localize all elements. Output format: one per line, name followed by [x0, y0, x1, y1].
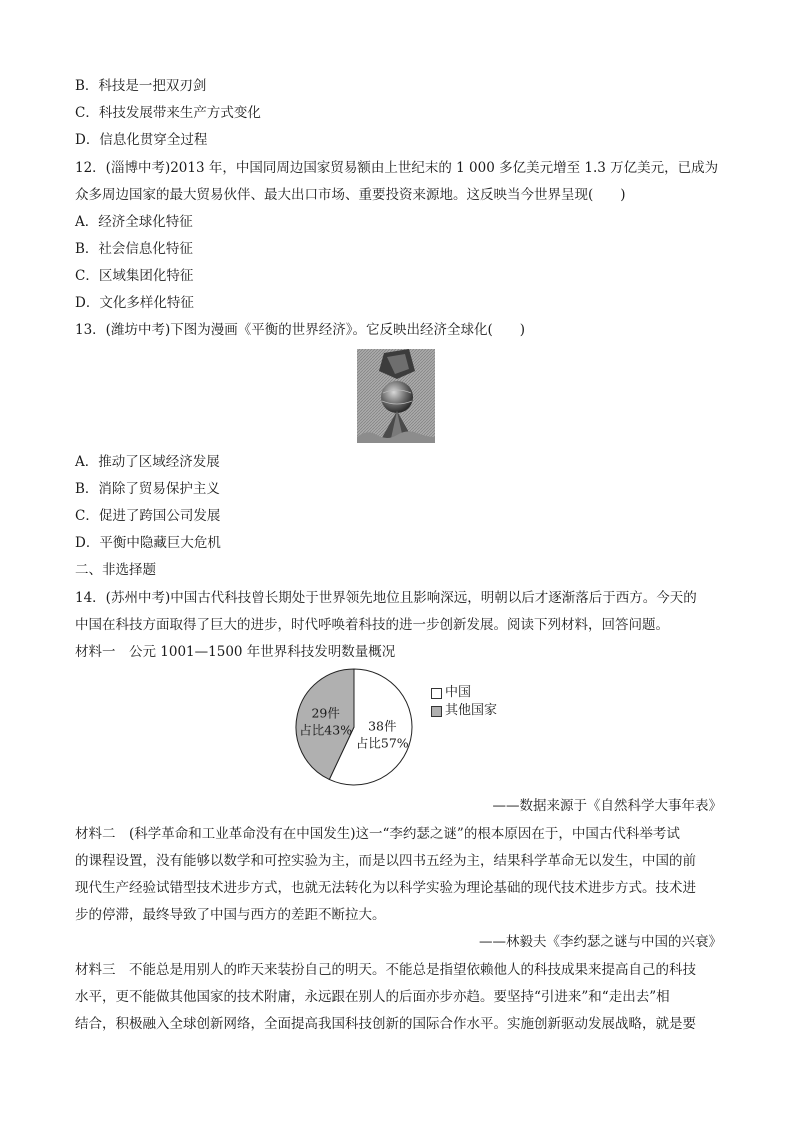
q13-stem: 13．(潍坊中考)下图为漫画《平衡的世界经济》。它反映出经济全球化( )	[75, 322, 525, 338]
material-3-line2: 水平，更不能做其他国家的技术附庸，永远跟在别人的后面亦步亦趋。要坚持“引进来”和“走出去”相	[75, 989, 670, 1005]
q12-option-d: D．文化多样化特征	[75, 295, 194, 311]
material-2-line4: 步的停滞，最终导致了中国与西方的差距不断拉大。	[75, 907, 386, 923]
pie-label-china-pct: 占比57%	[355, 735, 409, 751]
section-heading: 二、非选择题	[75, 562, 156, 578]
q14-stem-line2: 中国在科技方面取得了巨大的进步，时代呼唤着科技的进一步创新发展。阅读下列材料，回答问题。	[75, 617, 669, 633]
legend-swatch-china	[431, 688, 442, 699]
legend-item-china	[431, 684, 497, 702]
q11-option-b: B．科技是一把双刃剑	[75, 78, 207, 94]
material-2-line3: 现代生产经验试错型技术进步方式，也就无法转化为以科学实验为理论基础的现代技术进步方式。技术进	[75, 880, 696, 896]
q13-option-d: D．平衡中隐藏巨大危机	[75, 535, 221, 551]
q13-option-b: B．消除了贸易保护主义	[75, 481, 220, 497]
material-2-source: ——林毅夫《李约瑟之谜与中国的兴衰》	[479, 934, 722, 950]
balanced-world-economy-cartoon	[357, 349, 435, 443]
material-2-line2: 的课程设置，没有能够以数学和可控实验为主，而是以四书五经为主，结果科学革命无以发生，中国的前	[75, 853, 696, 869]
pie-label-others-count: 29件	[311, 705, 340, 721]
pie-legend	[431, 684, 497, 720]
pie-label-others-pct: 占比43%	[299, 722, 353, 738]
invention-pie-chart	[295, 668, 413, 786]
q11-option-c: C．科技发展带来生产方式变化	[75, 105, 261, 121]
legend-label-others: 其他国家	[445, 703, 498, 718]
q13-option-a: A．推动了区域经济发展	[75, 454, 220, 470]
material-1-source: ——数据来源于《自然科学大事年表》	[492, 798, 722, 814]
material-1-title: 材料一 公元 1001—1500 年世界科技发明数量概况	[75, 644, 396, 660]
legend-label-china: 中国	[445, 685, 472, 700]
q12-stem-line1: 12．(淄博中考)2013 年，中国同周边国家贸易额由上世纪末的 1 000 多亿美元增至 1.3 万亿美元，已成为	[75, 160, 719, 176]
q13-option-c: C．促进了跨国公司发展	[75, 508, 221, 524]
material-3-line1: 材料三 不能总是用别人的昨天来装扮自己的明天。不能总是指望依赖他人的科技成果来提高自己的科技	[75, 962, 696, 978]
q12-option-a: A．经济全球化特征	[75, 214, 193, 230]
q11-option-d: D．信息化贯穿全过程	[75, 132, 208, 148]
legend-swatch-others	[431, 706, 442, 717]
q12-option-b: B．社会信息化特征	[75, 241, 193, 257]
material-3-line3: 结合，积极融入全球创新网络，全面提高我国科技创新的国际合作水平。实施创新驱动发展战略，就是要	[75, 1016, 696, 1032]
material-2-line1: 材料二 (科学革命和工业革命没有在中国发生)这一“李约瑟之谜”的根本原因在于，中国古代科举考试	[75, 826, 680, 842]
q14-stem-line1: 14．(苏州中考)中国古代科技曾长期处于世界领先地位且影响深远，明朝以后才逐渐落后于西方。今天的	[75, 590, 697, 606]
pie-label-china-count: 38件	[368, 718, 397, 734]
q12-option-c: C．区域集团化特征	[75, 268, 194, 284]
q12-stem-line2: 众多周边国家的最大贸易伙伴、最大出口市场、重要投资来源地。这反映当今世界呈现( )	[75, 187, 626, 203]
legend-item-others	[431, 702, 497, 720]
